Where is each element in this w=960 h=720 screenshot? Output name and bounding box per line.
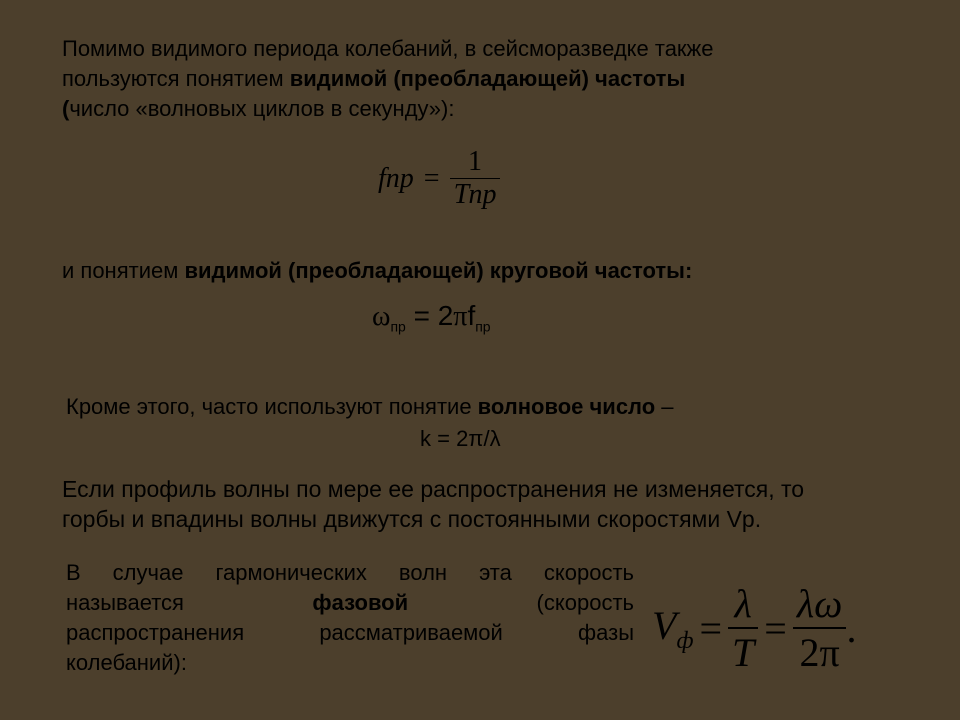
equals-sign: = [423, 162, 440, 194]
fraction [793, 580, 847, 676]
numerator: λω [796, 581, 843, 626]
text-span: пользуются понятием [62, 66, 290, 91]
omega-symbol: ω [372, 301, 391, 332]
formula-lhs: fпр [378, 162, 414, 194]
term-wave-number: волновое число [477, 394, 656, 419]
formula-apparent-frequency [378, 146, 500, 211]
text-span: – [655, 394, 674, 419]
paragraph-phase-velocity [66, 558, 634, 678]
formula-wave-number: k = 2π/λ [420, 426, 501, 451]
formula-phase-velocity [652, 580, 856, 676]
pi-symbol: π [453, 301, 468, 332]
text-span: (скорость [536, 590, 634, 615]
paren: ( [62, 96, 70, 121]
text-span: число «волновых циклов в секунду»): [69, 96, 455, 121]
period: . [846, 605, 857, 651]
subscript: ф [676, 627, 694, 654]
term-phase: фазовой [312, 590, 409, 615]
text-line: В случае гармонических волн эта скорость [66, 560, 634, 585]
text-line: распространения рассматриваемой фазы [66, 620, 634, 645]
text-span: и понятием [62, 258, 185, 283]
paragraph-circular-frequency [62, 256, 692, 286]
fraction [450, 146, 501, 211]
denominator: Тпр [453, 179, 497, 210]
formula-circular-frequency [372, 300, 491, 335]
v-letter: V [652, 602, 677, 648]
formula-middle: = 2 [405, 300, 454, 331]
numerator: 1 [468, 146, 483, 177]
text-line: колебаний): [66, 650, 187, 675]
paragraph-apparent-period [62, 34, 714, 124]
term-circular-frequency: видимой (преобладающей) круговой частоты: [184, 258, 693, 283]
text-span: Кроме этого, часто используют понятие [66, 394, 478, 419]
equals-sign: = [764, 605, 787, 651]
denominator: 2π [799, 630, 840, 675]
text-line: Если профиль волны по мере ее распространения не изменяется, то [62, 476, 805, 502]
paragraph-wave-profile [62, 474, 804, 534]
f-symbol: f [467, 300, 476, 331]
text-line [62, 94, 714, 124]
text-line: Помимо видимого периода колебаний, в сейсморазведке также [62, 36, 714, 61]
velocity-symbol [652, 602, 693, 655]
paragraph-wave-number [66, 392, 674, 422]
numerator: λ [734, 581, 752, 626]
fraction [728, 580, 758, 676]
subscript: пр [475, 318, 491, 335]
term-apparent-frequency: видимой (преобладающей) частоты [289, 66, 686, 91]
subscript: пр [390, 318, 406, 335]
text-span: называется [66, 590, 313, 615]
equals-sign: = [699, 605, 723, 651]
text-line [66, 588, 634, 618]
text-line: горбы и впадины волны движутся с постоянными скоростями Vр. [62, 506, 762, 532]
text-line [62, 64, 714, 94]
denominator: T [732, 630, 755, 675]
